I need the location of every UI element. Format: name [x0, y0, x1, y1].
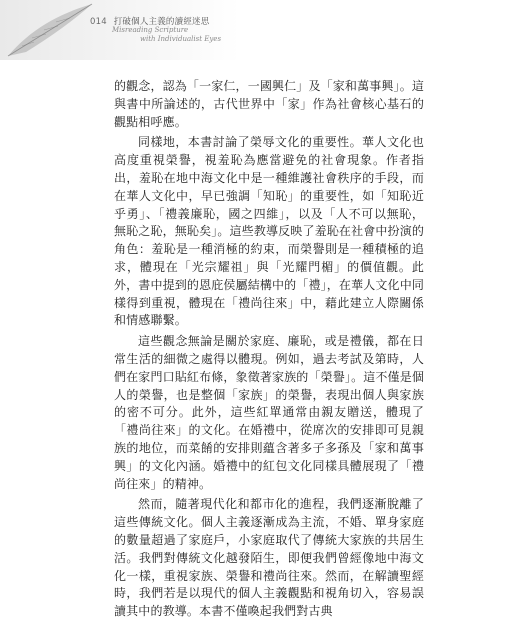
english-subtitle: [112, 26, 221, 44]
paragraph-daily-life: 這些觀念無論是關於家庭、廉恥，或是禮儀，都在日常生活的細微之處得以體現。例如，過去考試及第時，人們在家門口貼紅布條，象徵著家族的「榮譽」。這不僅是個人的榮譽，也是整個「家族」的榮譽，表現出個人與家族的密不可分。此外，這些紅單通常由親友贈送，體現了「禮尚往來」的文化。在婚禮中，從席次的安排即可見親族的地位，而菜餚的安排則蘊含著多子多孫及「家和萬事興」的文化內涵。婚禮中的紅包文化同樣具體展現了「禮尚往來」的精神。: [114, 334, 424, 491]
page-header: [0, 0, 520, 60]
book-title: 打破個人主義的讀經迷思: [113, 17, 210, 27]
paragraph-modernization: 然而，隨著現代化和都市化的進程，我們逐漸脫離了這些傳統文化。個人主義逐漸成為主流，不婚、單身家庭的數量超過了家庭戶，小家庭取代了傳統大家族的共居生活。我們對傳統文化越發陌生，即便我們曾經像地中海文化一樣，重視家族、榮譽和禮尚往來。然而，在解讀聖經時，我們若是以現代的個人主義觀點和視角切入，容易誤讀其中的教導。本書不僅喚起我們對古典: [114, 497, 424, 619]
paragraph-continued: 的觀念，認為「一家仁，一國興仁」及「家和萬事興」。這與書中所論述的，古代世界中「家」作為社會核心基石的觀點相呼應。: [114, 79, 424, 129]
page-body: [114, 78, 424, 621]
page-number: 014: [90, 17, 107, 27]
paragraph-honor-shame: 同樣地，本書討論了榮辱文化的重要性。華人文化也高度重視榮譽，視羞恥為應當避免的社會現象。作者指出，羞恥在地中海文化中是一種維護社會秩序的手段，而在華人文化中，早已強調「知恥」的重要性，如「知恥近乎勇」、「禮義廉恥，國之四維」，以及「人不可以無恥，無恥之恥，無恥矣」。這些教導反映了羞恥在社會中扮演的角色：羞恥是一種消極的約束，而榮譽則是一種積極的追求，體現在「光宗耀祖」與「光耀門楣」的價值觀。此外，書中提到的恩庇侯屬結構中的「禮」，在華人文化中同樣得到重視，體現在「禮尚往來」中，藉此建立人際關係和情感聯繫。: [114, 135, 424, 328]
subtitle-line-2: with Individualist Eyes: [140, 35, 222, 43]
subtitle-line-1: Misreading Scripture: [112, 26, 189, 34]
